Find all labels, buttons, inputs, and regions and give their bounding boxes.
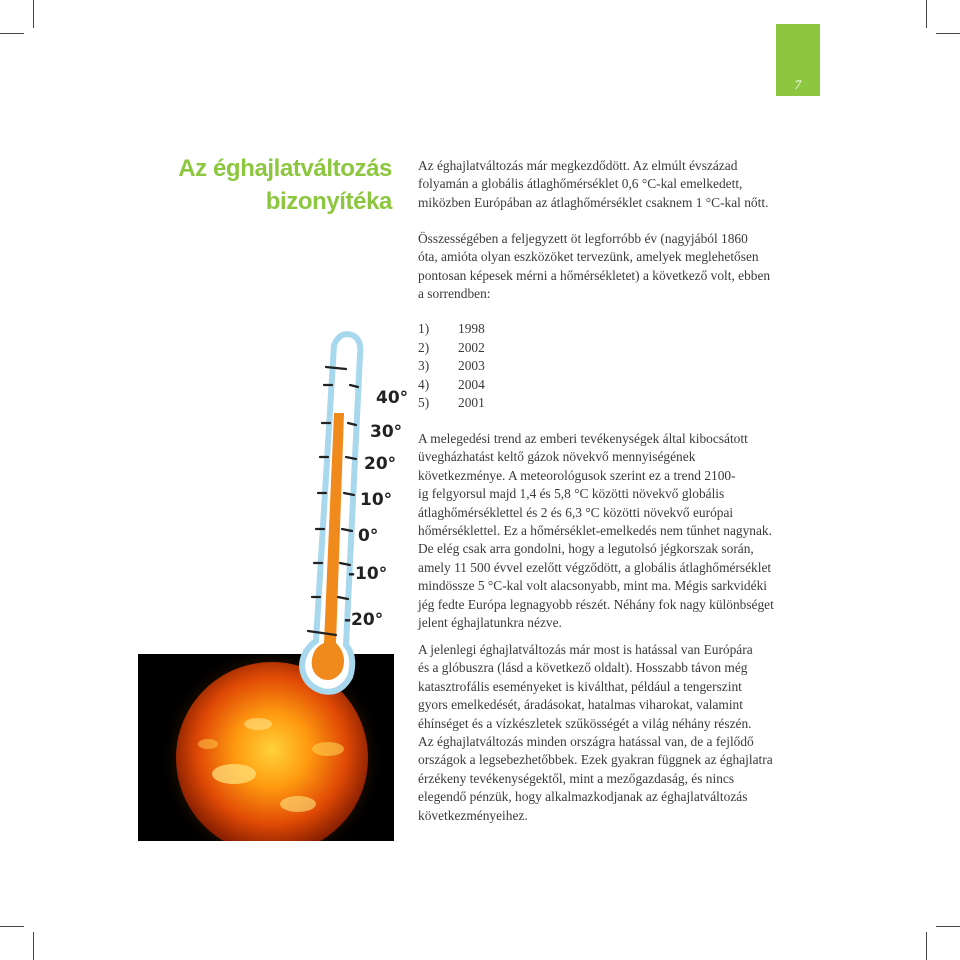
text-line: éhínséget és a vízkészletek szűkösségét a világ néhány részén. <box>418 715 752 731</box>
page-number: 7 <box>794 77 802 92</box>
text-line: átlaghőmérséklettel és 2 és 6,3 °C közötti növekvő európai <box>418 504 734 520</box>
section-heading <box>150 152 392 218</box>
crop-mark <box>926 0 927 28</box>
text-line: és a glóbuszra (lásd a következő oldalt). Hosszabb távon még <box>418 660 748 676</box>
crop-mark <box>936 926 960 927</box>
text-line: pontosan képesek mérni a hőmérsékletet) a következő volt, ebben <box>418 267 771 283</box>
trend-paragraph <box>418 430 828 632</box>
intro-paragraph <box>418 157 828 212</box>
thermometer-label: 20° <box>364 454 397 474</box>
rank-number: 5) <box>418 395 430 411</box>
text-line: jelent éghajlatunkra nézve. <box>418 615 562 631</box>
heading-line: bizonyítéka <box>265 188 392 215</box>
rank-year: 2003 <box>458 358 485 374</box>
text-line: jég fedte Európa legnagyobb részét. Néhány fok nagy különbséget <box>418 596 774 612</box>
text-line: folyamán a globális átlaghőmérséklet 0,6 °C-kal emelkedett, <box>418 176 743 192</box>
crop-mark <box>936 33 960 34</box>
rank-year: 2004 <box>458 376 485 392</box>
rank-number: 4) <box>418 376 430 392</box>
thermometer-label: -10° <box>348 564 388 584</box>
text-line: gyors emelkedését, áradásokat, hatalmas viharokat, valamint <box>418 697 743 713</box>
thermometer-label: 40° <box>376 388 409 408</box>
list-item <box>418 394 485 413</box>
text-line: ig felgyorsul majd 1,4 és 5,8 °C közötti növekvő globális <box>418 486 725 502</box>
text-line: amely 11 500 évvel ezelőtt végződött, a globális átlaghőmérséklet <box>418 559 772 575</box>
text-line: országok a legsebezhetőbbek. Ezek gyakran függnek az éghajlatra <box>418 752 773 768</box>
text-line: hőmérséklettel. Ez a hőmérséklet-emelkedés nem tűnhet nagynak. <box>418 523 772 539</box>
text-line: óta, amióta olyan eszközöket tervezünk, amelyek meglehetősen <box>418 249 759 265</box>
rank-number: 1) <box>418 321 430 336</box>
text-line: mindössze 5 °C-kal volt alacsonyabb, mint ma. Mégis sarkvidéki <box>418 578 767 594</box>
list-item <box>418 320 485 339</box>
rank-number: 3) <box>418 358 430 374</box>
crop-mark <box>0 33 24 34</box>
hottest-years-list <box>418 320 485 413</box>
thermometer-label: 30° <box>370 422 403 442</box>
rank-number: 2) <box>418 339 430 355</box>
list-item <box>418 339 485 358</box>
text-line: érzékeny tevékenységektől, mint a mezőgazdaság, és nincs <box>418 770 735 786</box>
rank-year: 2001 <box>458 395 485 411</box>
crop-mark <box>0 926 24 927</box>
heading-line: Az éghajlatváltozás <box>178 155 392 182</box>
crop-mark <box>33 932 34 960</box>
list-item <box>418 376 485 395</box>
rank-year: 1998 <box>458 321 485 336</box>
text-line: következménye. A meteorológusok szerint ez a trend 2100- <box>418 467 736 483</box>
text-line: A jelenlegi éghajlatváltozás már most is hatással van Európára <box>418 642 753 657</box>
text-line: De elég csak arra gondolni, hogy a legutolsó jégkorszak során, <box>418 541 754 557</box>
text-line: miközben Európában az átlaghőmérséklet csaknem 1 °C-kal nőtt. <box>418 194 769 210</box>
crop-mark <box>926 932 927 960</box>
thermometer-illustration <box>290 325 410 705</box>
thermometer-label: 10° <box>360 490 393 510</box>
rank-year: 2002 <box>458 339 485 355</box>
text-line: katasztrofális eseményeket is kiválthat, például a tengerszint <box>418 678 742 694</box>
page-number-tab <box>776 24 820 96</box>
text-line: üvegházhatást keltő gázok növekvő mennyiségének <box>418 449 696 465</box>
crop-mark <box>33 0 34 28</box>
text-line: következményeihez. <box>418 807 528 823</box>
impact-paragraph <box>418 641 828 825</box>
text-line: elegendő pénzük, hogy alkalmazkodjanak az éghajlatváltozás <box>418 789 748 805</box>
text-line: A melegedési trend az emberi tevékenységek által kibocsátott <box>418 431 748 446</box>
thermometer-label: -20° <box>344 610 384 630</box>
text-line: Az éghajlatváltozás már megkezdődött. Az elmúlt évszázad <box>418 158 738 173</box>
text-line: a sorrendben: <box>418 286 491 302</box>
list-item <box>418 357 485 376</box>
thermometer-label: 0° <box>358 526 379 546</box>
text-line: Összességében a feljegyzett öt legforróbb év (nagyjából 1860 <box>418 231 748 246</box>
hottest-years-paragraph <box>418 230 828 304</box>
text-line: Az éghajlatváltozás minden országra hatással van, de a fejlődő <box>418 734 754 750</box>
